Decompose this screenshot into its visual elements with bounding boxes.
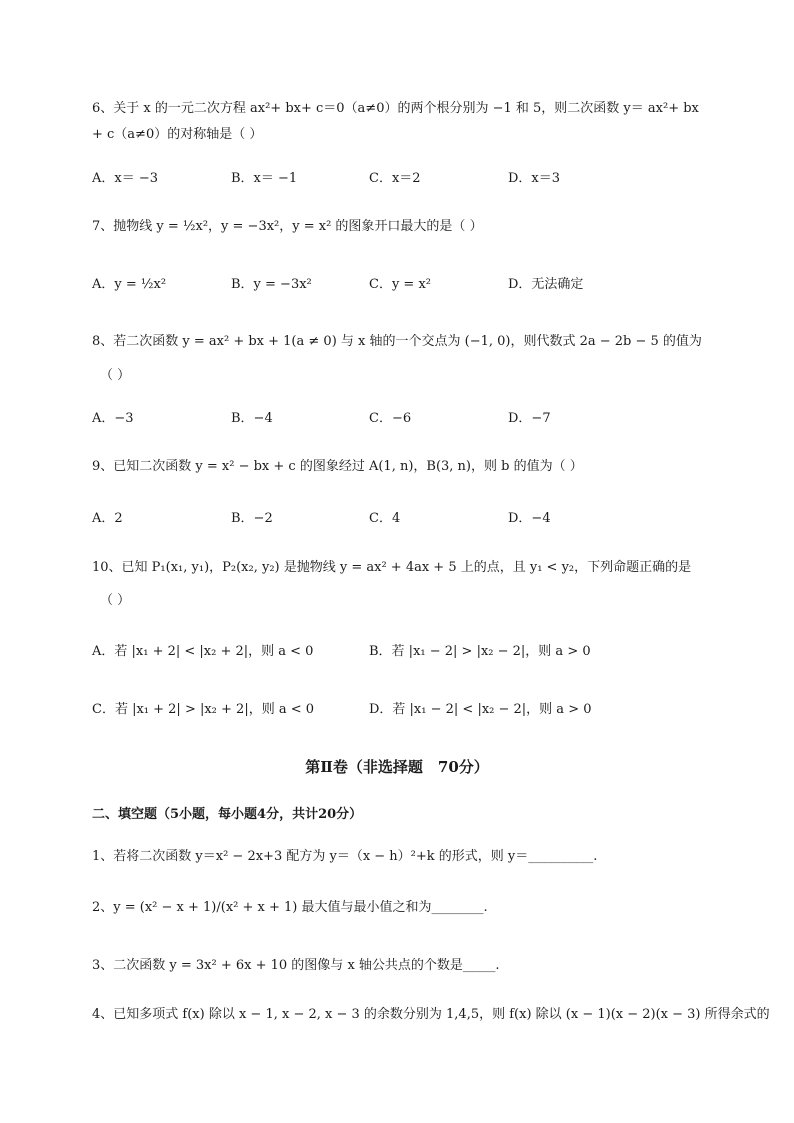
question-10-stem-line-2: （ ） [100,593,131,608]
fill-question-3: 3、二次函数 y = 3x² + 6x + 10 的图像与 x 轴公共点的个数是_____. [92,958,500,973]
question-8-option-a: A．−3 [92,411,134,426]
question-10-stem-line-1: 10、已知 P₁(x₁, y₁)，P₂(x₂, y₂) 是抛物线 y = ax² + 4ax + 5 上的点，且 y₁ < y₂，下列命题正确的是 [92,560,692,575]
question-6-stem-line-2: + c（a≠0）的对称轴是（ ） [92,127,263,142]
part-2-title: 第Ⅱ卷（非选择题 70分） [305,758,489,776]
question-9-option-d: D．−4 [508,511,551,526]
question-8-option-b: B．−4 [231,411,273,426]
question-6-option-d: D．x＝3 [508,171,561,186]
question-8-stem-line-1: 8、若二次函数 y = ax² + bx + 1(a ≠ 0) 与 x 轴的一个交点为 (−1, 0)，则代数式 2a − 2b − 5 的值为 [92,334,702,349]
fill-question-1: 1、若将二次函数 y＝x² − 2x+3 配方为 y＝（x − h）²+k 的形式，则 y＝__________. [92,849,598,864]
question-6-stem-line-1: 6、关于 x 的一元二次方程 ax²+ bx+ c＝0（a≠0）的两个根分别为 −1 和 5，则二次函数 y＝ ax²+ bx [92,101,699,116]
question-8-option-d: D．−7 [508,411,551,426]
fill-question-2: 2、y = (x² − x + 1)/(x² + x + 1) 最大值与最小值之和为________. [92,900,488,915]
question-9-option-c: C．4 [369,511,401,526]
question-10-option-a: A．若 |x₁ + 2| < |x₂ + 2|，则 a < 0 [92,644,314,659]
fill-question-4: 4、已知多项式 f(x) 除以 x − 1, x − 2, x − 3 的余数分别为 1,4,5，则 f(x) 除以 (x − 1)(x − 2)(x − 3) 所得余式的 [92,1007,770,1022]
question-10-option-c: C．若 |x₁ + 2| > |x₂ + 2|，则 a < 0 [92,702,315,717]
question-9-option-b: B．−2 [231,511,273,526]
question-10-option-b: B．若 |x₁ − 2| > |x₂ − 2|，则 a > 0 [369,644,591,659]
question-9-option-a: A．2 [92,511,123,526]
question-9-stem: 9、已知二次函数 y = x² − bx + c 的图象经过 A(1, n)，B(3, n)，则 b 的值为（ ） [92,459,583,474]
question-7-option-d: D．无法确定 [508,277,584,292]
question-8-stem-line-2: （ ） [100,368,131,383]
question-6-option-b: B．x＝ −1 [231,171,298,186]
question-10-option-d: D．若 |x₁ − 2| < |x₂ − 2|，则 a > 0 [369,702,592,717]
question-7-stem: 7、抛物线 y = ½x²，y = −3x²，y = x² 的图象开口最大的是（ ） [92,219,483,234]
question-8-option-c: C．−6 [369,411,412,426]
question-7-option-c: C．y = x² [369,277,431,292]
fill-in-section-header: 二、填空题（5小题，每小题4分，共计20分） [92,807,363,822]
question-6-option-c: C．x＝2 [369,171,421,186]
question-7-option-a: A．y = ½x² [92,277,167,292]
question-7-option-b: B．y = −3x² [231,277,312,292]
question-6-option-a: A．x＝ −3 [92,171,159,186]
